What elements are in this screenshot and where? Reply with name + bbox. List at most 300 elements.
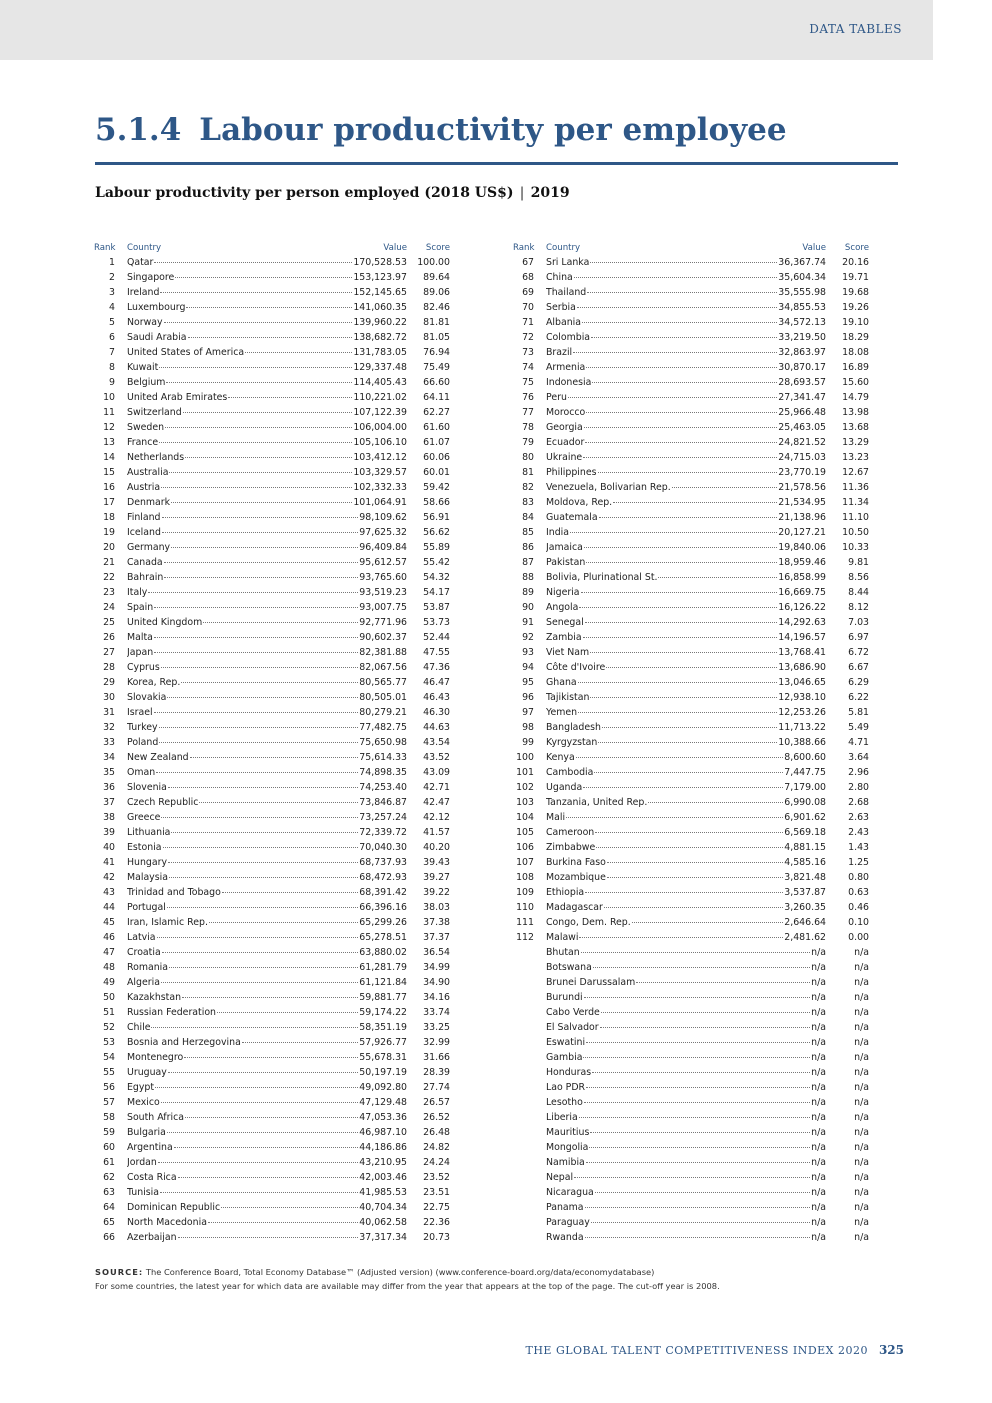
table-row — [513, 645, 869, 660]
leader-dots — [156, 772, 358, 773]
row-value: 21,138.96 — [778, 512, 826, 523]
row-country — [546, 1215, 811, 1230]
row-country-name: Brazil — [546, 347, 573, 358]
row-value: n/a — [811, 1202, 826, 1213]
row-country — [546, 690, 778, 705]
leader-dots — [607, 877, 783, 878]
table-row — [513, 480, 869, 495]
row-value: 63,880.02 — [359, 947, 407, 958]
leader-dots — [161, 817, 358, 818]
row-country-name: Guatemala — [546, 512, 598, 523]
row-value: n/a — [811, 1052, 826, 1063]
row-country-name: Turkey — [127, 722, 158, 733]
row-score: 13.23 — [842, 452, 869, 463]
row-score: 34.99 — [423, 962, 450, 973]
row-country-name: Slovakia — [127, 692, 167, 703]
table-row — [94, 1185, 450, 1200]
row-country — [546, 915, 784, 930]
row-score: 12.67 — [842, 467, 869, 478]
row-country — [546, 435, 778, 450]
row-value: 82,067.56 — [359, 662, 407, 673]
leader-dots — [160, 1192, 358, 1193]
row-country-name: Cabo Verde — [546, 1007, 600, 1018]
row-country-name: Argentina — [127, 1142, 173, 1153]
row-rank: 22 — [103, 572, 115, 583]
leader-dots — [164, 562, 359, 563]
row-value: 37,317.34 — [359, 1232, 407, 1243]
row-country-name: Tanzania, United Rep. — [546, 797, 648, 808]
row-country-name: Estonia — [127, 842, 162, 853]
leader-dots — [158, 1162, 358, 1163]
row-value: 44,186.86 — [359, 1142, 407, 1153]
leader-dots — [598, 472, 778, 473]
row-country-name: United Kingdom — [127, 617, 203, 628]
row-country — [127, 765, 359, 780]
leader-dots — [613, 502, 777, 503]
row-rank: 43 — [103, 887, 115, 898]
row-rank: 23 — [103, 587, 115, 598]
row-country-name: Albania — [546, 317, 582, 328]
row-value: 61,281.79 — [359, 962, 407, 973]
leader-dots — [583, 637, 778, 638]
row-country-name: Bangladesh — [546, 722, 601, 733]
row-country-name: Armenia — [546, 362, 586, 373]
row-rank: 49 — [103, 977, 115, 988]
row-value: 30,870.17 — [778, 362, 826, 373]
row-value: 170,528.53 — [353, 257, 407, 268]
row-score: 0.63 — [848, 887, 869, 898]
source-label: SOURCE: — [95, 1267, 144, 1277]
row-country-name: Switzerland — [127, 407, 182, 418]
leader-dots — [161, 982, 358, 983]
row-value: 23,770.19 — [778, 467, 826, 478]
row-country — [127, 1215, 359, 1230]
row-score: 18.08 — [842, 347, 869, 358]
row-score: 10.50 — [842, 527, 869, 538]
leader-dots — [148, 592, 358, 593]
row-country — [546, 1200, 811, 1215]
row-country — [127, 480, 353, 495]
table-row — [513, 1035, 869, 1050]
row-country-name: Senegal — [546, 617, 584, 628]
row-value: 153,123.97 — [353, 272, 407, 283]
leader-dots — [162, 517, 359, 518]
table-row — [94, 585, 450, 600]
row-value: 40,704.34 — [359, 1202, 407, 1213]
row-country-name: Côte d'Ivoire — [546, 662, 606, 673]
table-row — [94, 450, 450, 465]
table-row — [513, 1095, 869, 1110]
row-score: 46.30 — [423, 707, 450, 718]
table-row — [94, 345, 450, 360]
row-country — [127, 690, 359, 705]
row-rank: 36 — [103, 782, 115, 793]
table-row — [513, 495, 869, 510]
table-row — [94, 300, 450, 315]
row-value: 6,990.08 — [784, 797, 826, 808]
row-value: n/a — [811, 1022, 826, 1033]
row-value: 50,197.19 — [359, 1067, 407, 1078]
row-score: n/a — [854, 962, 869, 973]
leader-dots — [578, 682, 778, 683]
row-score: 75.49 — [423, 362, 450, 373]
row-country-name: Iran, Islamic Rep. — [127, 917, 208, 928]
row-country — [127, 930, 359, 945]
table-row — [94, 1005, 450, 1020]
header-rank: Rank — [513, 243, 535, 253]
table-row — [94, 630, 450, 645]
leader-dots — [574, 277, 778, 278]
title-text: Labour productivity per employee — [199, 112, 787, 148]
row-country — [127, 435, 353, 450]
leader-dots — [154, 637, 358, 638]
leader-dots — [245, 352, 352, 353]
row-value: 74,253.40 — [359, 782, 407, 793]
row-country-name: France — [127, 437, 159, 448]
row-score: n/a — [854, 1232, 869, 1243]
row-value: 66,396.16 — [359, 902, 407, 913]
row-country — [127, 255, 353, 270]
row-value: 34,855.53 — [778, 302, 826, 313]
row-score: n/a — [854, 1217, 869, 1228]
row-value: 18,959.46 — [778, 557, 826, 568]
row-value: n/a — [811, 1172, 826, 1183]
row-country — [127, 825, 359, 840]
row-country — [546, 1020, 811, 1035]
leader-dots — [175, 277, 352, 278]
row-country-name: Sri Lanka — [546, 257, 590, 268]
row-country — [546, 255, 778, 270]
row-rank: 102 — [516, 782, 534, 793]
leader-dots — [184, 1057, 358, 1058]
row-score: 54.17 — [423, 587, 450, 598]
row-country-name: Moldova, Rep. — [546, 497, 613, 508]
row-country-name: Brunei Darussalam — [546, 977, 636, 988]
leader-dots — [574, 1177, 810, 1178]
row-score: 0.46 — [848, 902, 869, 913]
row-value: 93,765.60 — [359, 572, 407, 583]
table-row — [94, 1170, 450, 1185]
leader-dots — [154, 262, 352, 263]
row-country-name: Chile — [127, 1022, 151, 1033]
table-row — [513, 615, 869, 630]
leader-dots — [587, 292, 777, 293]
row-country — [127, 750, 359, 765]
row-country — [546, 1125, 811, 1140]
row-rank: 76 — [522, 392, 534, 403]
row-country — [546, 1230, 811, 1245]
table-row — [94, 900, 450, 915]
row-value: 47,053.36 — [359, 1112, 407, 1123]
leader-dots — [595, 832, 783, 833]
row-score: n/a — [854, 1067, 869, 1078]
header-country — [127, 241, 383, 255]
row-country — [127, 450, 353, 465]
row-rank: 11 — [103, 407, 115, 418]
row-score: 44.63 — [423, 722, 450, 733]
row-value: 65,278.51 — [359, 932, 407, 943]
table-row — [513, 1230, 869, 1245]
row-score: 26.52 — [423, 1112, 450, 1123]
row-value: 75,614.33 — [359, 752, 407, 763]
table-row — [513, 1005, 869, 1020]
row-score: 5.49 — [848, 722, 869, 733]
table-row — [513, 900, 869, 915]
row-score: 8.12 — [848, 602, 869, 613]
row-rank: 101 — [516, 767, 534, 778]
row-rank: 96 — [522, 692, 534, 703]
row-rank: 72 — [522, 332, 534, 343]
row-value: 97,625.32 — [359, 527, 407, 538]
table-row — [94, 1035, 450, 1050]
table-row — [94, 885, 450, 900]
row-rank: 12 — [103, 422, 115, 433]
table-row — [513, 930, 869, 945]
leader-dots — [601, 1012, 810, 1013]
row-score: 2.80 — [848, 782, 869, 793]
leader-dots — [579, 607, 777, 608]
row-country — [546, 345, 778, 360]
leader-dots — [178, 1237, 359, 1238]
leader-dots — [183, 412, 353, 413]
row-rank: 19 — [103, 527, 115, 538]
row-value: 59,881.77 — [359, 992, 407, 1003]
row-value: 103,412.12 — [353, 452, 407, 463]
row-country — [546, 1170, 811, 1185]
row-country-name: Bhutan — [546, 947, 580, 958]
row-country-name: Montenegro — [127, 1052, 184, 1063]
row-rank: 66 — [103, 1232, 115, 1243]
row-country — [546, 825, 784, 840]
row-rank: 108 — [516, 872, 534, 883]
table-row — [513, 795, 869, 810]
row-country — [127, 1170, 359, 1185]
row-country — [546, 465, 778, 480]
row-country — [127, 1035, 359, 1050]
leader-dots — [584, 547, 777, 548]
leader-dots — [584, 1102, 810, 1103]
row-country-name: Germany — [127, 542, 171, 553]
row-country-name: Bulgaria — [127, 1127, 166, 1138]
row-rank: 87 — [522, 557, 534, 568]
table-row — [94, 780, 450, 795]
table-row — [513, 465, 869, 480]
leader-dots — [209, 922, 358, 923]
row-value: 4,881.15 — [784, 842, 826, 853]
row-country — [127, 735, 359, 750]
row-country-name: Gambia — [546, 1052, 583, 1063]
row-rank: 80 — [522, 452, 534, 463]
table-row — [94, 1065, 450, 1080]
section-number: 5.1.4 — [95, 112, 182, 148]
table-row — [513, 825, 869, 840]
row-country-name: Russian Federation — [127, 1007, 216, 1018]
row-rank: 85 — [522, 527, 534, 538]
row-country-name: Korea, Rep. — [127, 677, 181, 688]
row-country — [127, 375, 353, 390]
row-score: 43.09 — [423, 767, 450, 778]
table-row — [94, 855, 450, 870]
row-rank: 35 — [103, 767, 115, 778]
row-country — [127, 300, 353, 315]
row-country-name: El Salvador — [546, 1022, 599, 1033]
row-score: 31.66 — [423, 1052, 450, 1063]
row-country — [546, 330, 778, 345]
row-value: 3,260.35 — [784, 902, 826, 913]
leader-dots — [579, 937, 783, 938]
table-row — [513, 1170, 869, 1185]
row-score: 13.29 — [842, 437, 869, 448]
leader-dots — [164, 577, 358, 578]
leader-dots — [632, 922, 784, 923]
table-row — [513, 1065, 869, 1080]
header-country — [546, 241, 802, 255]
leader-dots — [185, 457, 352, 458]
row-score: 1.43 — [848, 842, 869, 853]
table-row — [94, 435, 450, 450]
leader-dots — [169, 967, 358, 968]
section-label: DATA TABLES — [809, 22, 902, 36]
leader-dots — [168, 787, 358, 788]
table-row — [94, 1020, 450, 1035]
leader-dots — [590, 697, 777, 698]
row-rank: 10 — [103, 392, 115, 403]
row-score: 24.24 — [423, 1157, 450, 1168]
row-score: 2.96 — [848, 767, 869, 778]
row-country — [546, 300, 778, 315]
leader-dots — [590, 262, 777, 263]
table-row — [94, 975, 450, 990]
row-country — [546, 630, 778, 645]
leader-dots — [585, 1237, 811, 1238]
table-right-column — [513, 241, 869, 1245]
row-country-name: Jordan — [127, 1157, 157, 1168]
row-country-name: Mauritius — [546, 1127, 590, 1138]
row-value: 11,713.22 — [778, 722, 826, 733]
row-country — [127, 1080, 359, 1095]
row-value: 103,329.57 — [353, 467, 407, 478]
table-row — [94, 1215, 450, 1230]
row-country — [127, 705, 359, 720]
row-value: n/a — [811, 977, 826, 988]
row-country-name: United Arab Emirates — [127, 392, 228, 403]
row-rank: 69 — [522, 287, 534, 298]
row-score: 22.36 — [423, 1217, 450, 1228]
row-country-name: Mali — [546, 812, 566, 823]
table-row — [94, 1200, 450, 1215]
row-country-name: Uganda — [546, 782, 583, 793]
row-country — [127, 900, 359, 915]
row-country — [546, 735, 778, 750]
row-score: 89.06 — [423, 287, 450, 298]
header-country-label: Country — [127, 243, 162, 253]
table-right-rows — [513, 255, 869, 1245]
header-score: Score — [844, 243, 869, 253]
leader-dots — [159, 742, 358, 743]
row-score: 3.64 — [848, 752, 869, 763]
row-value: 7,447.75 — [784, 767, 826, 778]
row-country — [127, 510, 359, 525]
row-country — [127, 990, 359, 1005]
leader-dots — [167, 907, 358, 908]
row-country-name: Pakistan — [546, 557, 586, 568]
leader-dots — [586, 1162, 810, 1163]
row-country-name: Bolivia, Plurinational St. — [546, 572, 658, 583]
row-rank: 17 — [103, 497, 115, 508]
row-score: 6.67 — [848, 662, 869, 673]
leader-dots — [186, 307, 352, 308]
row-rank: 45 — [103, 917, 115, 928]
row-value: n/a — [811, 1142, 826, 1153]
row-country-name: Colombia — [546, 332, 591, 343]
row-country — [546, 885, 784, 900]
row-value: 82,381.88 — [359, 647, 407, 658]
row-score: 2.43 — [848, 827, 869, 838]
row-country-name: Nepal — [546, 1172, 574, 1183]
row-country-name: Bosnia and Herzegovina — [127, 1037, 241, 1048]
leader-dots — [155, 1087, 358, 1088]
table-row — [94, 315, 450, 330]
row-country-name: Malta — [127, 632, 153, 643]
table-row — [513, 945, 869, 960]
leader-dots — [159, 727, 359, 728]
row-score: 6.29 — [848, 677, 869, 688]
row-country-name: Cameroon — [546, 827, 595, 838]
row-value: 25,463.05 — [778, 422, 826, 433]
table-row — [94, 360, 450, 375]
subtitle-text: Labour productivity per person employed (2018 US$) — [95, 185, 514, 201]
leader-dots — [591, 1222, 810, 1223]
row-value: 12,938.10 — [778, 692, 826, 703]
row-value: 101,064.91 — [353, 497, 407, 508]
row-rank: 90 — [522, 602, 534, 613]
row-rank: 70 — [522, 302, 534, 313]
leader-dots — [171, 502, 352, 503]
row-country-name: United States of America — [127, 347, 245, 358]
table-row — [513, 990, 869, 1005]
table-row — [513, 285, 869, 300]
row-country-name: Ecuador — [546, 437, 585, 448]
leader-dots — [159, 442, 352, 443]
row-country-name: Nicaragua — [546, 1187, 594, 1198]
row-country-name: Italy — [127, 587, 148, 598]
row-rank: 31 — [103, 707, 115, 718]
row-score: 82.46 — [423, 302, 450, 313]
leader-dots — [570, 532, 777, 533]
row-score: 6.22 — [848, 692, 869, 703]
leader-dots — [221, 1207, 358, 1208]
table-row — [94, 1050, 450, 1065]
leader-dots — [604, 907, 783, 908]
row-score: 40.20 — [423, 842, 450, 853]
table-row — [94, 765, 450, 780]
row-score: 0.80 — [848, 872, 869, 883]
row-value: 105,106.10 — [353, 437, 407, 448]
row-score: 24.82 — [423, 1142, 450, 1153]
row-country-name: Ethiopia — [546, 887, 585, 898]
row-country-name: Peru — [546, 392, 567, 403]
table-row — [94, 660, 450, 675]
row-score: 19.26 — [842, 302, 869, 313]
row-value: n/a — [811, 1097, 826, 1108]
row-country-name: Czech Republic — [127, 797, 199, 808]
table-row — [94, 375, 450, 390]
row-score: n/a — [854, 1157, 869, 1168]
row-score: 53.73 — [423, 617, 450, 628]
leader-dots — [602, 727, 777, 728]
row-country — [546, 420, 778, 435]
row-country-name: Cambodia — [546, 767, 594, 778]
